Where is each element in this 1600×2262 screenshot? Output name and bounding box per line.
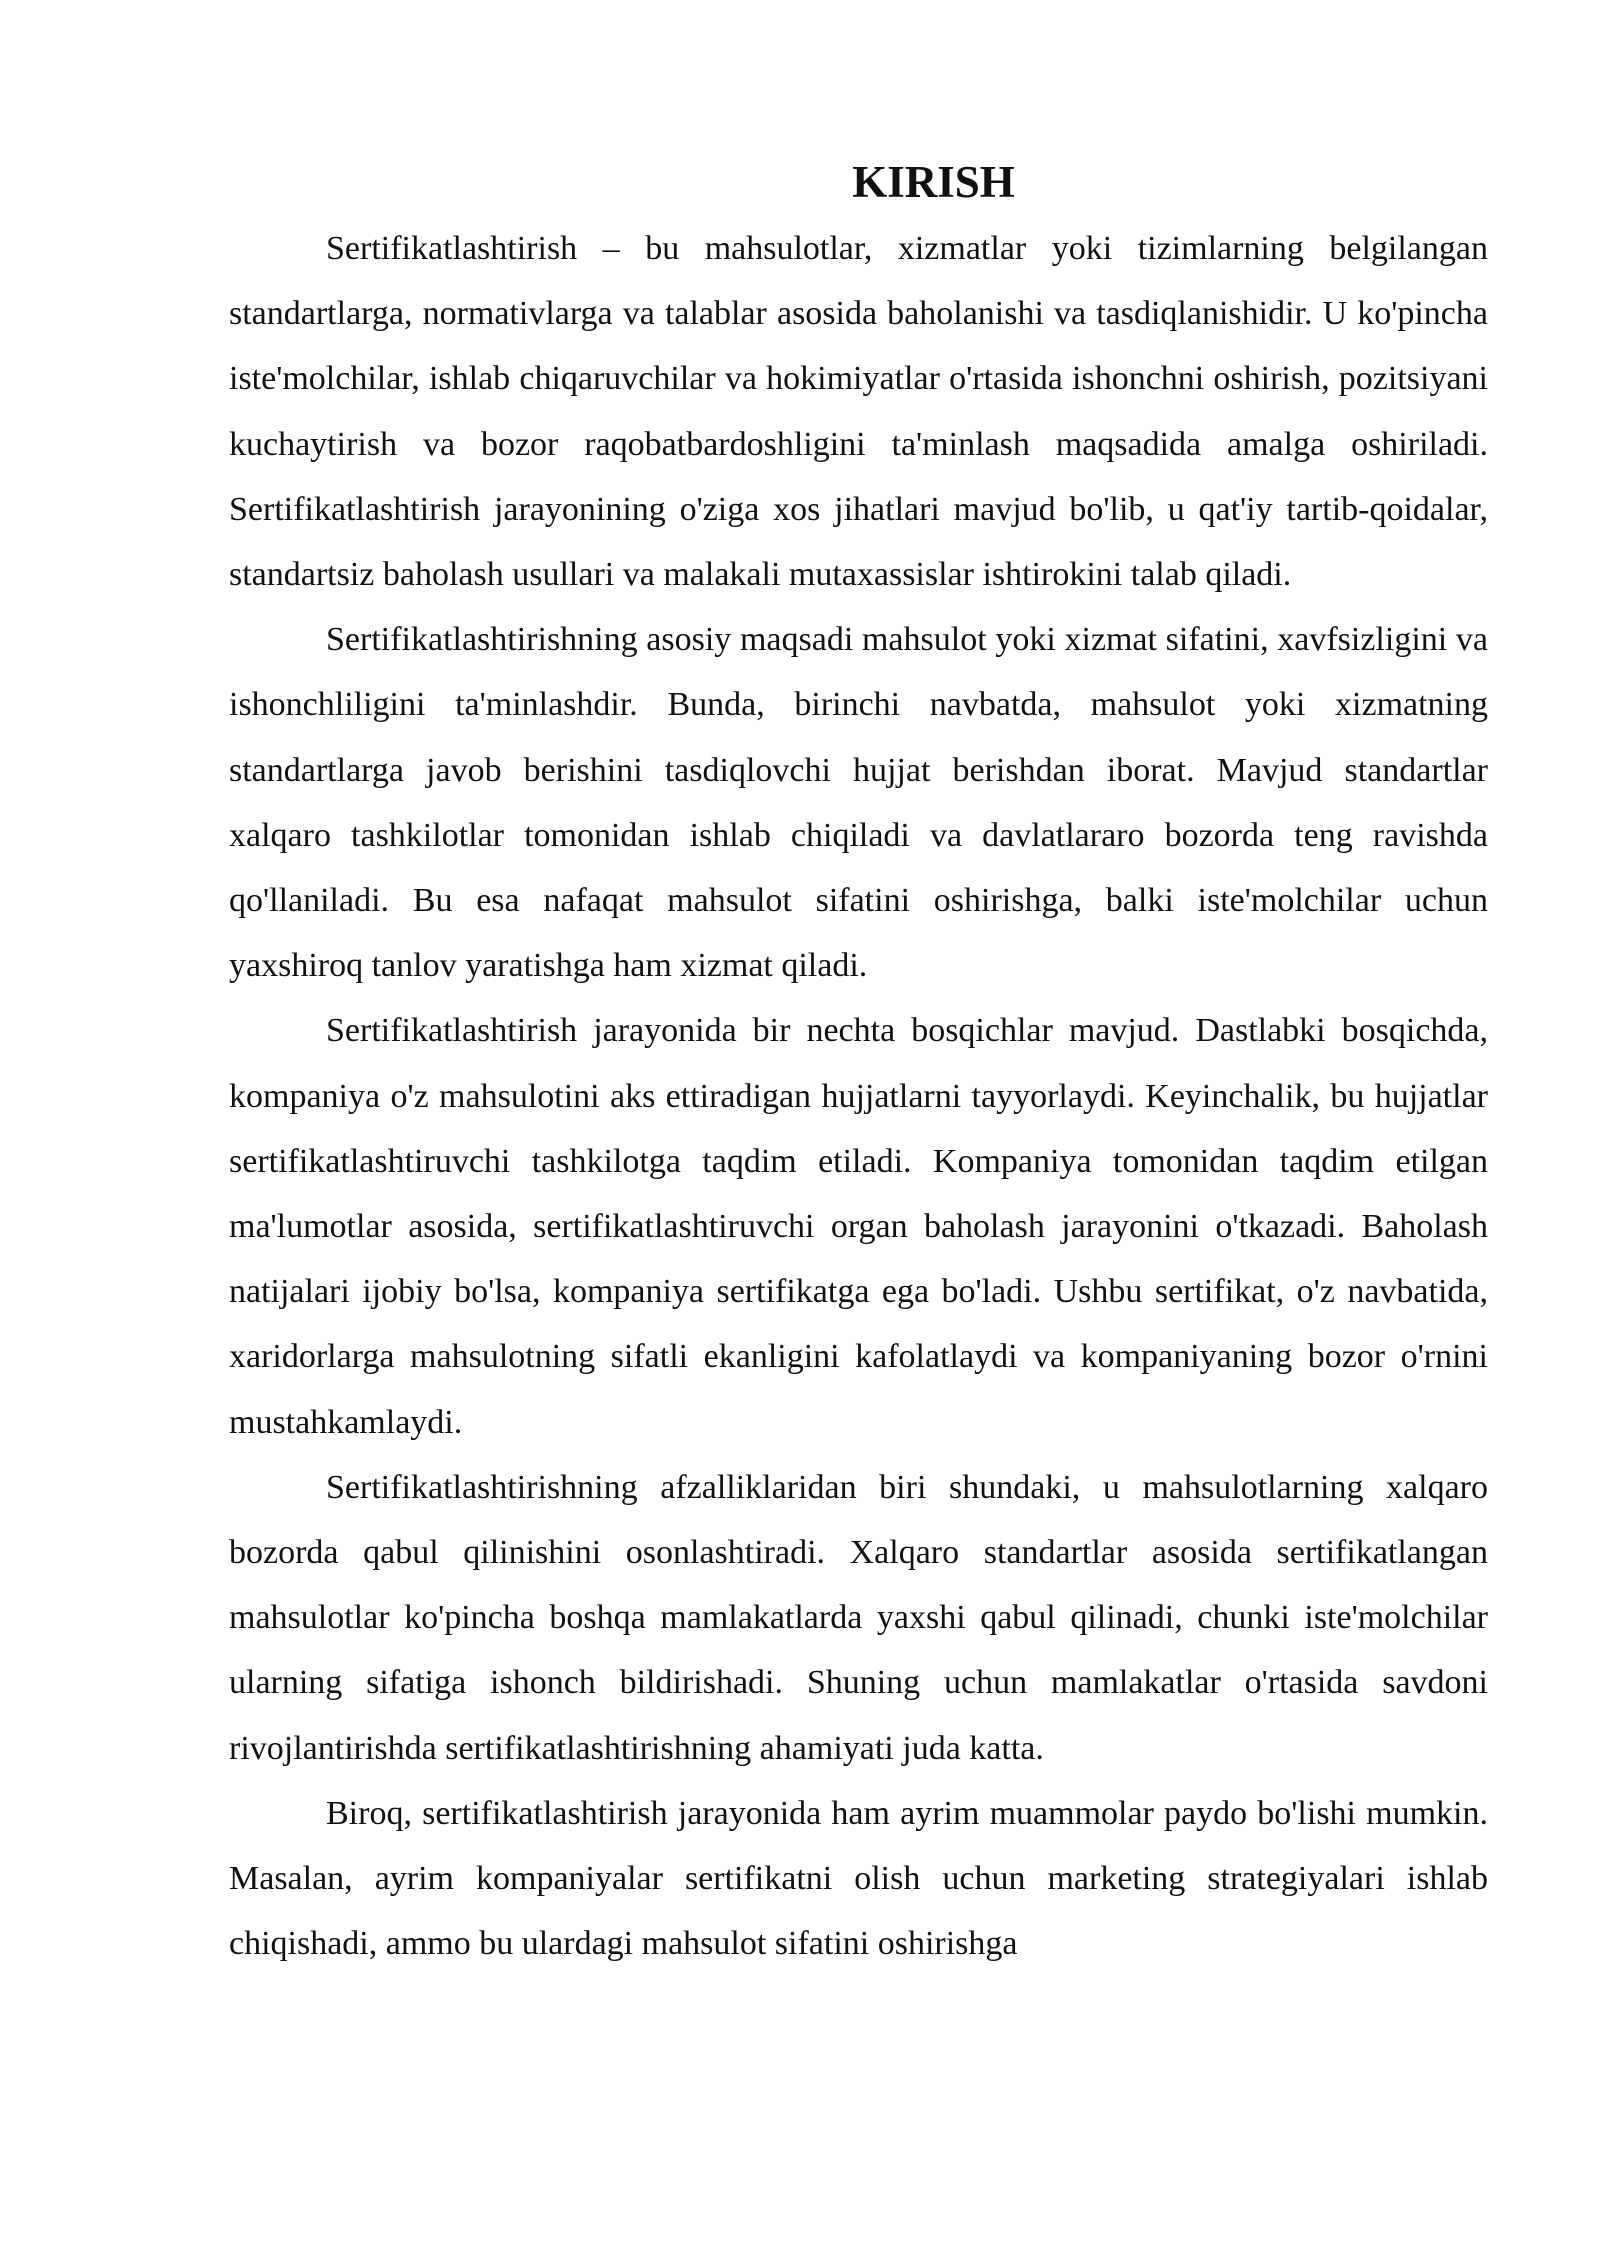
paragraph-3: Sertifikatlashtirish jarayonida bir nechta bosqichlar mavjud. Dastlabki bosqichda, kompaniya o'z mahsulotini aks ettiradigan hujjatlarni tayyorlaydi. Keyinchalik, bu hujjatlar sertifikatlashtiruvchi tashkilotga taqdim etiladi. Kompaniya tomonidan taqdim etilgan ma'lumotlar asosida, sertifikatlashtiruvchi organ baholash jarayonini o'tkazadi. Baholash natijalari ijobiy bo'lsa, kompaniya sertifikatga ega bo'ladi. Ushbu sertifikat, o'z navbatida, xaridorlarga mahsulotning sifatli ekanligini kafolatlaydi va kompaniyaning bozor o'rnini mustahkamlaydi.: [229, 1012, 1488, 1441]
page-title: KIRISH: [852, 157, 1015, 207]
paragraph-5: Biroq, sertifikatlashtirish jarayonida ham ayrim muammolar paydo bo'lishi mumkin. Masalan, ayrim kompaniyalar sertifikatni olish uchun marketing strategiyalari ishlab chiqishadi, ammo bu ulardagi mahsulot sifatini oshirishga: [229, 1794, 1488, 1963]
paragraph-2: Sertifikatlashtirishning asosiy maqsadi mahsulot yoki xizmat sifatini, xavfsizligini va ishonchliligini ta'minlashdir. Bunda, birinchi navbatda, mahsulot yoki xizmatning standartlarga javob berishini tasdiqlovchi hujjat berishdan iborat. Mavjud standartlar xalqaro tashkilotlar tomonidan ishlab chiqiladi va davlatlararo bozorda teng ravishda qo'llaniladi. Bu esa nafaqat mahsulot sifatini oshirishga, balki iste'molchilar uchun yaxshiroq tanlov yaratishga ham xizmat qiladi.: [229, 621, 1488, 985]
paragraph-4: Sertifikatlashtirishning afzalliklaridan biri shundaki, u mahsulotlarning xalqaro bozorda qabul qilinishini osonlashtiradi. Xalqaro standartlar asosida sertifikatlangan mahsulotlar ko'pincha boshqa mamlakatlarda yaxshi qabul qilinadi, chunki iste'molchilar ularning sifatiga ishonch bildirishadi. Shuning uchun mamlakatlar o'rtasida savdoni rivojlantirishda sertifikatlashtirishning ahamiyati juda katta.: [229, 1468, 1488, 1767]
paragraph-1: Sertifikatlashtirish – bu mahsulotlar, xizmatlar yoki tizimlarning belgilangan standartlarga, normativlarga va talablar asosida baholanishi va tasdiqlanishidir. U ko'pincha iste'molchilar, ishlab chiqaruvchilar va hokimiyatlar o'rtasida ishonchni oshirish, pozitsiyani kuchaytirish va bozor raqobatbardoshligini ta'minlash maqsadida amalga oshiriladi. Sertifikatlashtirish jarayonining o'ziga xos jihatlari mavjud bo'lib, u qat'iy tartib-qoidalar, standartsiz baholash usullari va malakali mutaxassislar ishtirokini talab qiladi.: [229, 230, 1488, 594]
document-body: [229, 150, 1488, 1976]
